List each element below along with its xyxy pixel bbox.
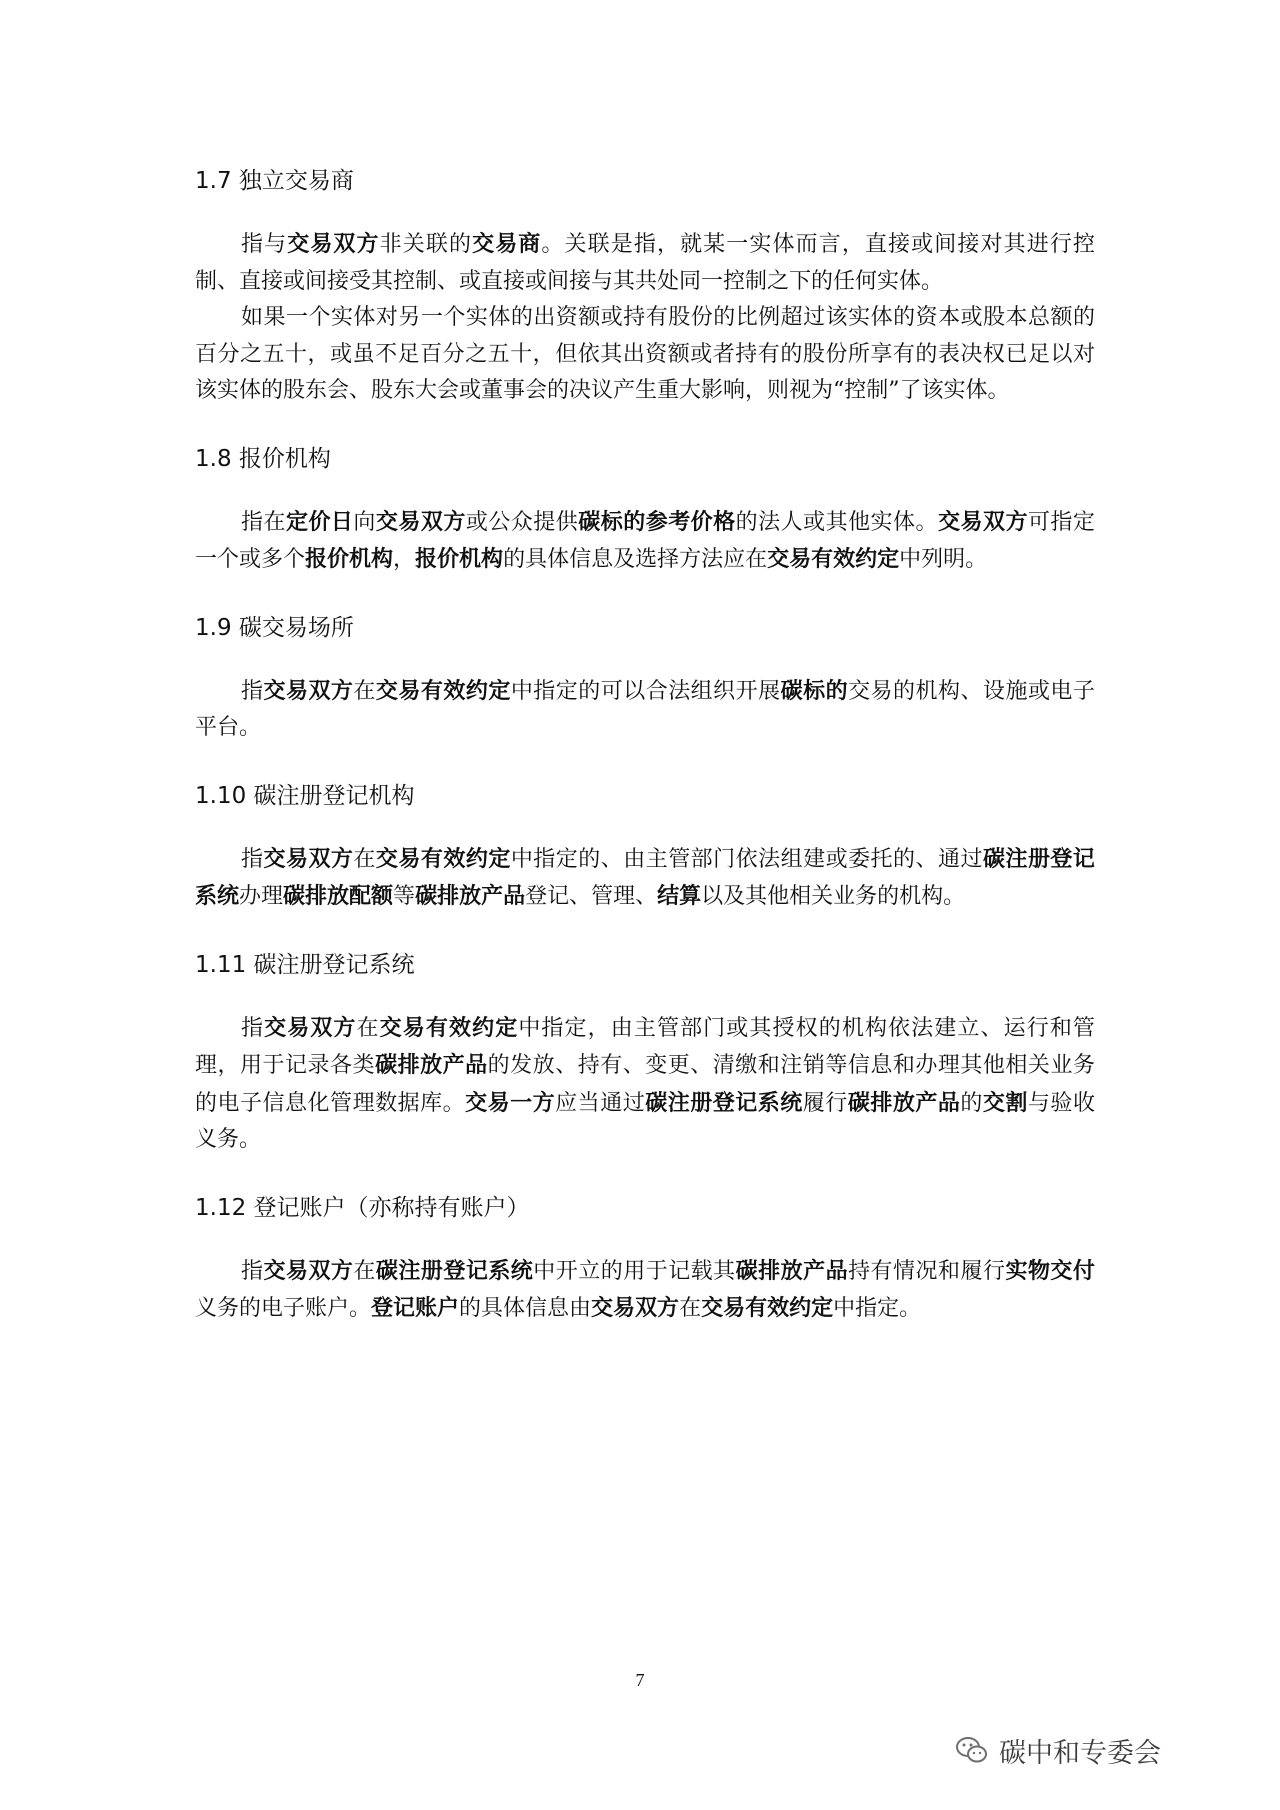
text-run: 向 <box>353 509 376 535</box>
section-heading: 1.11 碳注册登记系统 <box>195 951 415 978</box>
section-body <box>195 1253 1095 1328</box>
defined-term: 碳排放产品 <box>375 1052 488 1078</box>
defined-term: 交易双方 <box>263 1257 354 1284</box>
defined-term: 碳排放产品 <box>735 1257 849 1284</box>
text-run: 可指定一个或多个 <box>195 509 1095 572</box>
text-run: 指 <box>241 846 264 872</box>
text-run: 中指定。 <box>833 1296 922 1321</box>
wechat-icon <box>955 1733 989 1767</box>
section-heading: 1.8 报价机构 <box>195 445 331 472</box>
text-run: 指 <box>241 1258 264 1284</box>
defined-term: 交易有效约定 <box>701 1295 834 1321</box>
watermark-text: 碳中和专委会 <box>999 1737 1161 1769</box>
text-run: 义务的电子账户。 <box>195 1296 372 1321</box>
text-run: 的 <box>960 1090 983 1116</box>
text-run: 中开立的用于记载其 <box>533 1258 736 1284</box>
section-heading: 1.10 碳注册登记机构 <box>195 782 415 809</box>
section-heading: 1.9 碳交易场所 <box>195 614 354 641</box>
section-body <box>195 1010 1095 1159</box>
defined-term: 交易双方 <box>263 677 354 704</box>
text-run: 的具体信息及选择方法应在 <box>503 547 768 572</box>
text-run: 指 <box>241 1015 265 1041</box>
section <box>195 948 1095 1159</box>
text-run: 的具体信息由 <box>459 1296 592 1321</box>
section <box>195 1191 1095 1328</box>
defined-term: 报价机构 <box>415 546 504 572</box>
text-run: 中指定，由主管部门或其授权的机构依法建立、运行和管理，用于记录各类 <box>195 1015 1095 1078</box>
text-run: 在 <box>353 1258 376 1284</box>
defined-term: 登记账户 <box>371 1295 460 1321</box>
text-run: 交易的机构、设施或电子平台。 <box>195 678 1095 740</box>
defined-term: 交易有效约定 <box>375 845 511 872</box>
text-run: 以及其他相关业务的机构。 <box>701 884 966 909</box>
defined-term: 交易双方 <box>375 508 466 535</box>
text-run: 在 <box>353 678 376 704</box>
defined-term: 交易有效约定 <box>379 1014 519 1041</box>
defined-term: 交易双方 <box>938 508 1028 535</box>
section-heading: 1.7 独立交易商 <box>195 168 354 194</box>
section-body <box>195 226 1095 410</box>
text-run: 在 <box>679 1296 702 1321</box>
defined-term: 碳注册登记系统 <box>195 845 1095 909</box>
text-run: 或公众提供 <box>465 509 579 535</box>
defined-term: 实物交付 <box>1005 1257 1095 1284</box>
text-run: 的发放、持有、变更、清缴和注销等信息和办理其他相关业务的电子信息化管理数据库。 <box>195 1053 1095 1116</box>
defined-term: 交易有效约定 <box>767 546 900 572</box>
text-run: 应当通过 <box>555 1090 646 1116</box>
defined-term: 碳标的参考价格 <box>578 508 736 535</box>
section-body <box>195 504 1095 579</box>
paragraph <box>195 300 1095 410</box>
defined-term: 碳注册登记系统 <box>375 1257 534 1284</box>
text-run: 指与 <box>241 232 288 257</box>
section <box>195 779 1095 916</box>
defined-term: 交割 <box>982 1089 1028 1116</box>
defined-term: 交易有效约定 <box>375 677 511 704</box>
defined-term: 碳注册登记系统 <box>645 1089 803 1116</box>
defined-term: 定价日 <box>285 508 354 535</box>
text-run: 持有情况和履行 <box>848 1258 1006 1284</box>
text-run: 。关联是指，就某一实体而言，直接或间接对其进行控制、直接或间接受其控制、或直接或间接与其共处同一控制之下的任何实体。 <box>195 232 1095 294</box>
section <box>195 164 1095 410</box>
text-run: 指在 <box>241 509 286 535</box>
paragraph <box>195 841 1095 916</box>
section <box>195 442 1095 579</box>
paragraph <box>195 1253 1095 1328</box>
text-run: 指 <box>241 678 264 704</box>
text-run: 中列明。 <box>899 547 988 572</box>
text-run: 在 <box>353 846 376 872</box>
defined-term: 交易双方 <box>263 845 354 872</box>
defined-term: 交易双方 <box>591 1295 680 1321</box>
defined-term: 碳标的 <box>780 677 849 704</box>
defined-term: 报价机构 <box>305 546 394 572</box>
section-heading: 1.12 登记账户（亦称持有账户） <box>195 1194 530 1221</box>
text-run: ， <box>393 547 416 572</box>
defined-term: 碳排放产品 <box>847 1089 961 1116</box>
page-number: 7 <box>635 1670 645 1690</box>
section-body <box>195 841 1095 916</box>
text-run: 履行 <box>802 1090 848 1116</box>
section-body <box>195 673 1095 747</box>
text-run: 非关联的 <box>379 232 473 257</box>
defined-term: 碳排放配额 <box>283 883 394 909</box>
text-run: 中指定的、由主管部门依法组建或委托的、通过 <box>510 846 983 872</box>
defined-term: 交易双方 <box>264 1014 357 1041</box>
text-run: 办理 <box>239 884 284 909</box>
paragraph <box>195 673 1095 747</box>
defined-term: 结算 <box>657 883 702 909</box>
defined-term: 交易商 <box>472 231 542 257</box>
text-run: 登记、管理、 <box>525 884 658 909</box>
document-body <box>195 164 1095 1360</box>
paragraph <box>195 226 1095 300</box>
paragraph <box>195 1010 1095 1159</box>
text-run: 如果一个实体对另一个实体的出资额或持有股份的比例超过该实体的资本或股本总额的百分之五十，或虽不足百分之五十，但依其出资额或者持有的股份所享有的表决权已足以对该实体的股东会、股东大会或董事会的决议产生重大影响，则视为“控制”了该实体。 <box>195 305 1095 403</box>
text-run: 中指定的可以合法组织开展 <box>510 678 781 704</box>
defined-term: 碳排放产品 <box>415 883 526 909</box>
defined-term: 交易一方 <box>465 1089 556 1116</box>
text-run: 与验收义务。 <box>195 1090 1095 1152</box>
text-run: 等 <box>393 884 416 909</box>
defined-term: 交易双方 <box>287 231 380 257</box>
watermark <box>955 1730 1161 1770</box>
text-run: 的法人或其他实体。 <box>735 509 939 535</box>
text-run: 在 <box>356 1015 380 1041</box>
paragraph <box>195 504 1095 579</box>
section <box>195 611 1095 747</box>
